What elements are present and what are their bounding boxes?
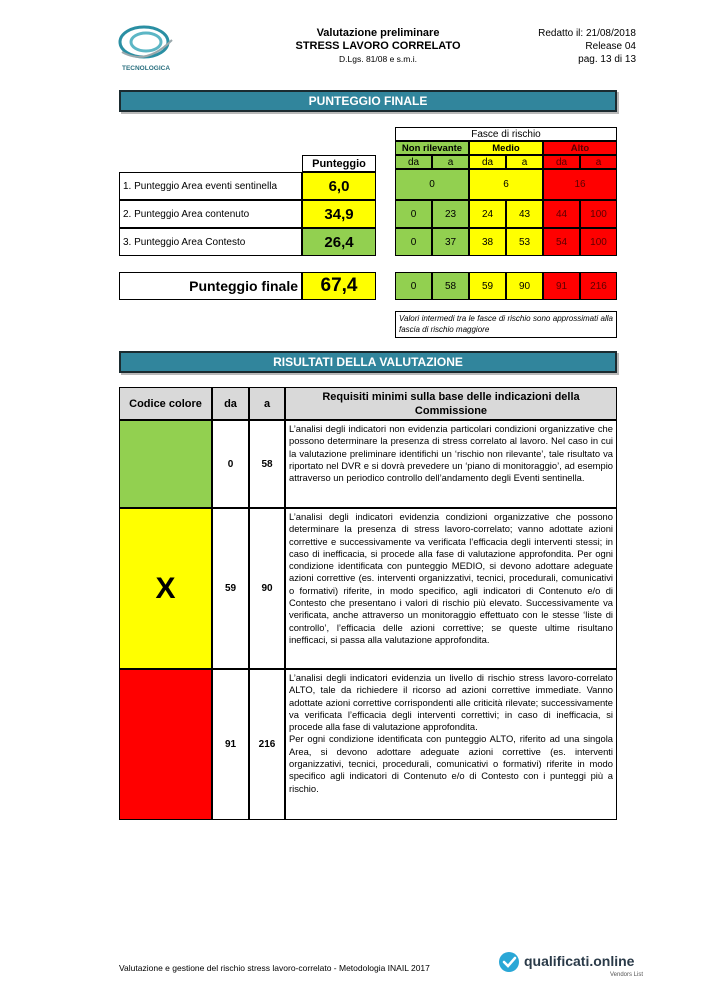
range-value: 53: [506, 228, 543, 256]
final-score-value: 67,4: [302, 272, 376, 300]
row-requirements: L’analisi degli indicatori non evidenzia particolari condizioni organizzative che possono determinare la presenza di stress correlato al lavoro. Nel caso in cui la valutazione preliminare identifichi un ‘rischio non rilevante’, tale risultato va riportato nel DVR e si dovrà prevedere un ‘piano di monitoraggio’, ad esempio attraverso un periodico controllo dell’andamento degli Eventi sentinella.: [285, 420, 617, 508]
footer-text: Valutazione e gestione del rischio stress lavoro-correlato - Metodologia INAIL 2017: [119, 963, 430, 973]
range-value: 0: [395, 200, 432, 228]
band-da: da: [543, 155, 580, 169]
col-header-a: a: [249, 387, 285, 420]
fasce-title: Fasce di rischio: [395, 127, 617, 141]
row-da: 91: [212, 669, 249, 820]
col-header-requisiti: Requisiti minimi sulla base delle indicazioni della Commissione: [285, 387, 617, 420]
brand-graphic: [497, 949, 647, 979]
row-da: 0: [212, 420, 249, 508]
row-da: 59: [212, 508, 249, 669]
note-text: Valori intermedi tra le fasce di rischio sono approssimati alla fascia di rischio maggiore: [395, 311, 617, 338]
range-value: 38: [469, 228, 506, 256]
band-a: a: [506, 155, 543, 169]
row-a: 90: [249, 508, 285, 669]
requirements-paragraph: L’analisi degli indicatori evidenzia un livello di rischio stress lavoro-correlato ALTO, tale da richiedere il ricorso ad azioni correttive immediate. Vanno adottate azioni correttive corrispondenti alle criticità rilevate; successivamente va verificata l’efficacia degli interventi correttivi; in caso di inefficacia, si procede alla fase di valutazione approfondita.: [289, 672, 613, 733]
range-value: 23: [432, 200, 469, 228]
band-red-label: Alto: [543, 141, 617, 155]
band-yellow-label: Medio: [469, 141, 543, 155]
document-header: [250, 27, 506, 66]
range-value: 100: [580, 228, 617, 256]
range-value: 43: [506, 200, 543, 228]
brand-sub: Vendors List: [609, 972, 643, 978]
col-header-codice: Codice colore: [119, 387, 212, 420]
final-score-label: Punteggio finale: [119, 272, 302, 300]
band-da: da: [469, 155, 506, 169]
range-value: 0: [395, 228, 432, 256]
range-value: 37: [432, 228, 469, 256]
row-requirements: [285, 669, 617, 820]
range-value: 0: [395, 272, 432, 300]
risultati-banner: RISULTATI DELLA VALUTAZIONE: [119, 351, 617, 373]
doc-date: Redatto il: 21/08/2018: [538, 28, 636, 39]
score-value: 34,9: [302, 200, 376, 228]
doc-release: Release 04: [585, 41, 636, 52]
band-da: da: [395, 155, 432, 169]
color-code-yellow-selected: X: [119, 508, 212, 669]
range-value: 58: [432, 272, 469, 300]
range-value: 216: [580, 272, 617, 300]
color-code-green: [119, 420, 212, 508]
band-a: a: [432, 155, 469, 169]
range-value: 54: [543, 228, 580, 256]
document-meta: [500, 27, 636, 66]
row-requirements: L’analisi degli indicatori evidenzia condizioni organizzative che possono determinare la presenza di stress lavoro-correlato; vanno adottate azioni correttive e successivamente va verificata l’efficacia degli interventi stessi; in caso di inefficacia, si procede alla fase di valutazione approfondita. Per ogni condizione identificata con punteggio MEDIO, si devono adottare adeguate azioni correttive (es. interventi organizzativi, tecnici, procedurali, comunicativi o formativi) riferite, in modo specifico, agli indicatori di Contenuto e/o di Contesto che presentano i valori di rischio più elevato. Successivamente va verificata, anche attraverso un monitoraggio effettuato con le stesse ‘liste di controllo’, l’efficacia delle azioni correttive; se queste ultime risultano inefficaci, si passa alla valutazione approfondita.: [285, 508, 617, 669]
doc-title-2: STRESS LAVORO CORRELATO: [295, 40, 461, 52]
color-code-red: [119, 669, 212, 820]
range-value: 6: [469, 169, 543, 200]
score-value: 26,4: [302, 228, 376, 256]
range-value: 0: [395, 169, 469, 200]
range-value: 24: [469, 200, 506, 228]
score-value: 6,0: [302, 172, 376, 200]
range-value: 90: [506, 272, 543, 300]
doc-title-1: Valutazione preliminare: [316, 27, 440, 39]
check-circle-icon: [499, 952, 519, 972]
logo-graphic: [116, 22, 178, 76]
row-label: 2. Punteggio Area contenuto: [119, 200, 302, 228]
punteggio-column-header: Punteggio: [302, 155, 376, 172]
range-value: 16: [543, 169, 617, 200]
row-a: 58: [249, 420, 285, 508]
row-a: 216: [249, 669, 285, 820]
band-green-label: Non rilevante: [395, 141, 469, 155]
row-label: 3. Punteggio Area Contesto: [119, 228, 302, 256]
range-value: 59: [469, 272, 506, 300]
doc-subtitle: D.Lgs. 81/08 e s.m.i.: [339, 54, 417, 64]
range-value: 44: [543, 200, 580, 228]
logo-text: TECNOLOGICA: [121, 65, 171, 72]
doc-page: pag. 13 di 13: [578, 54, 636, 65]
range-value: 100: [580, 200, 617, 228]
range-value: 91: [543, 272, 580, 300]
row-label: 1. Punteggio Area eventi sentinella: [119, 172, 302, 200]
requirements-paragraph: Per ogni condizione identificata con punteggio ALTO, riferito ad una singola Area, si devono adottare adeguate azioni correttive (es. interventi organizzativi, tecnici, procedurali, comunicativi o formativi) riferite in modo specifico agli indicatori di Contenuto e/o di Contesto con i punteggi più a rischio.: [289, 733, 613, 794]
brand-logo: [497, 949, 647, 979]
band-a: a: [580, 155, 617, 169]
company-logo: [116, 22, 178, 76]
punteggio-banner: PUNTEGGIO FINALE: [119, 90, 617, 112]
col-header-da: da: [212, 387, 249, 420]
brand-name: qualificati.online: [524, 953, 635, 969]
